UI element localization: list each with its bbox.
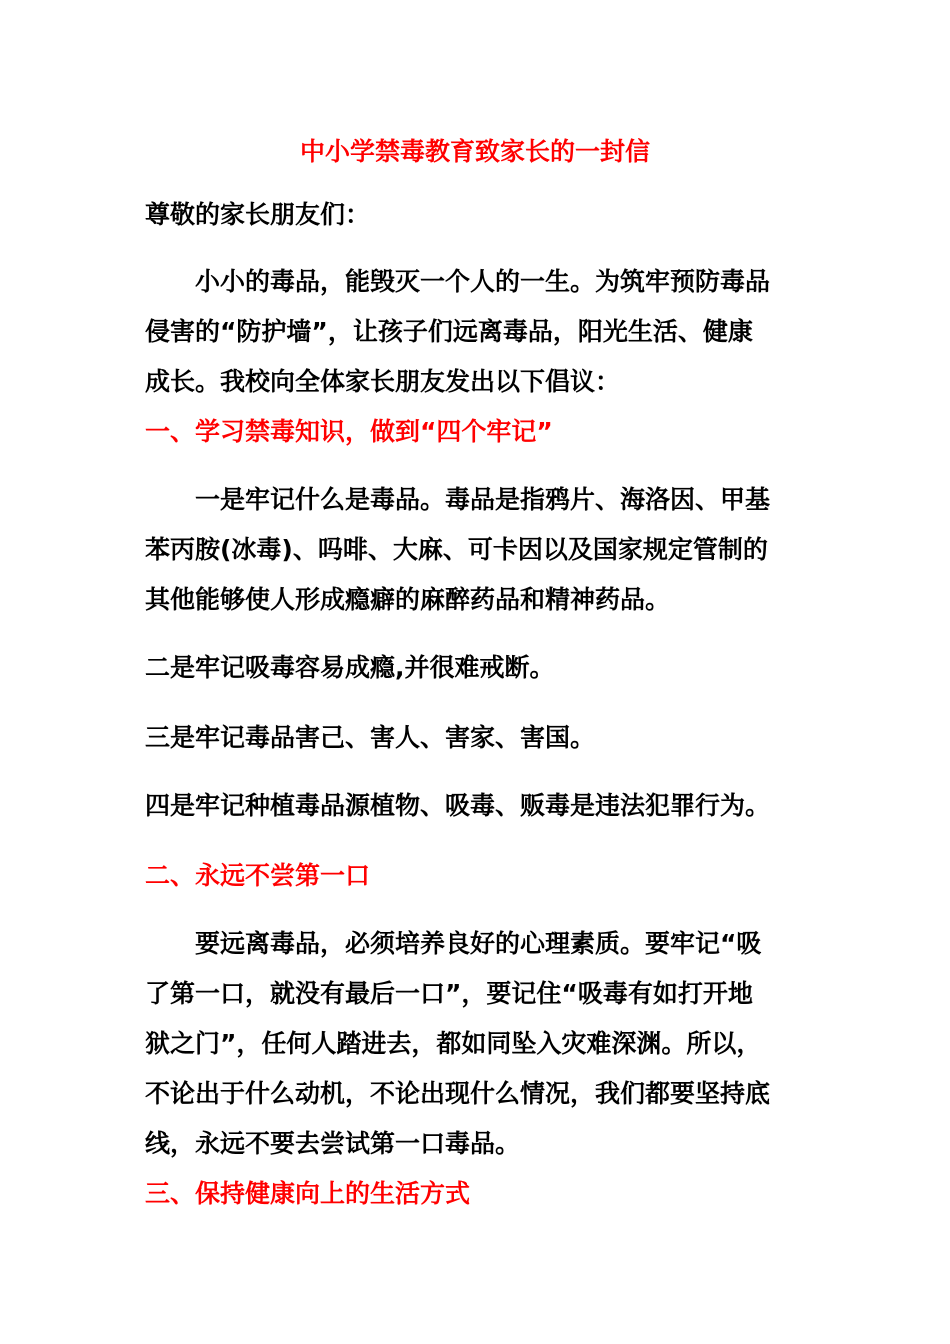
section-2-line-5: 线，永远不要去尝试第一口毒品。	[145, 1129, 521, 1158]
letter-title: 中小学禁毒教育致家长的一封信	[299, 137, 650, 166]
section-1-point-1-line-1: 一是牢记什么是毒品。毒品是指鸦片、海洛因、甲基	[195, 485, 771, 514]
section-1-heading: 一、学习禁毒知识，做到“四个牢记”	[145, 417, 553, 446]
section-1-point-4: 四是牢记种植毒品源植物、吸毒、贩毒是违法犯罪行为。	[145, 791, 771, 820]
section-2-line-3: 狱之门”，任何人踏进去，都如同坠入灾难深渊。所以，	[145, 1029, 762, 1058]
section-2-line-4: 不论出于什么动机，不论出现什么情况，我们都要坚持底	[145, 1079, 771, 1108]
section-2-line-1: 要远离毒品，必须培养良好的心理素质。要牢记“吸	[195, 929, 762, 958]
section-1-point-1-line-3: 其他能够使人形成瘾癖的麻醉药品和精神药品。	[145, 585, 671, 614]
salutation: 尊敬的家长朋友们：	[145, 200, 371, 229]
intro-line-3: 成长。我校向全体家长朋友发出以下倡议：	[145, 367, 621, 396]
section-1-point-2: 二是牢记吸毒容易成瘾,并很难戒断。	[145, 653, 555, 682]
section-1-point-3: 三是牢记毒品害己、害人、害家、害国。	[145, 723, 596, 752]
section-2-heading: 二、永远不尝第一口	[145, 861, 371, 890]
section-2-line-2: 了第一口，就没有最后一口”，要记住“吸毒有如打开地	[145, 979, 753, 1008]
section-3-heading: 三、保持健康向上的生活方式	[145, 1179, 471, 1208]
section-1-point-1-line-2: 苯丙胺(冰毒)、吗啡、大麻、可卡因以及国家规定管制的	[145, 535, 768, 564]
intro-line-2: 侵害的“防护墙”，让孩子们远离毒品，阳光生活、健康	[145, 317, 753, 346]
intro-line-1: 小小的毒品，能毁灭一个人的一生。为筑牢预防毒品	[195, 267, 771, 296]
